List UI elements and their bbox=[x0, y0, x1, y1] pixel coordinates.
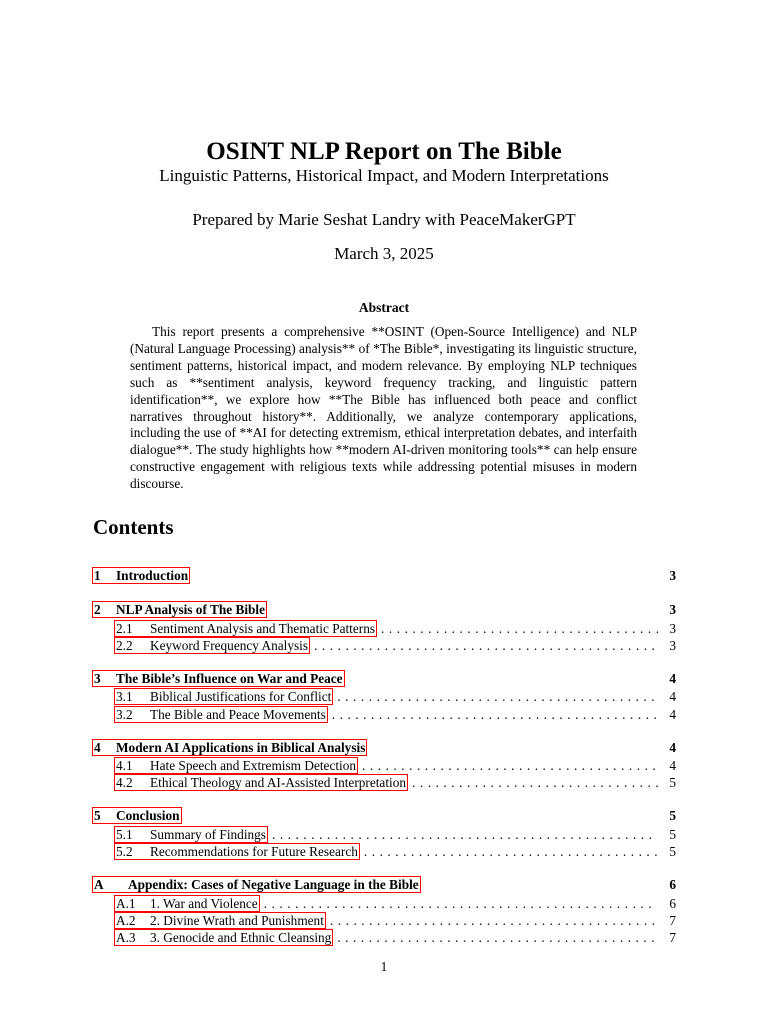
toc-subsection-title: 2. Divine Wrath and Punishment bbox=[150, 913, 324, 929]
toc-entry-section bbox=[92, 600, 676, 620]
toc-subsection-link[interactable] bbox=[114, 895, 260, 912]
toc-subsection-link[interactable] bbox=[114, 688, 333, 705]
toc-dot-leader bbox=[337, 688, 658, 705]
toc-page-number: 6 bbox=[669, 877, 676, 893]
toc-section-number: 1 bbox=[94, 568, 101, 583]
toc-page-number: 4 bbox=[669, 689, 676, 705]
toc-dot-leader bbox=[337, 929, 658, 946]
toc-subsection-link[interactable] bbox=[114, 929, 333, 946]
toc-section-number: A bbox=[94, 877, 104, 893]
toc-entry-subsection bbox=[92, 620, 676, 637]
toc-section-title: Modern AI Applications in Biblical Analysis bbox=[116, 739, 366, 755]
toc-subsection-title: Summary of Findings bbox=[150, 826, 266, 842]
toc-section-link[interactable] bbox=[92, 601, 267, 618]
toc-subsection-title: Ethical Theology and AI-Assisted Interpretation bbox=[150, 775, 407, 791]
toc-section-title: The Bible’s Influence on War and Peace bbox=[116, 670, 343, 686]
toc-entry-section bbox=[92, 566, 676, 586]
toc-section bbox=[92, 806, 676, 860]
toc-subsection-link[interactable] bbox=[114, 706, 328, 723]
toc-entry-subsection bbox=[92, 706, 676, 723]
toc-section-title: Appendix: Cases of Negative Language in the Bible bbox=[128, 877, 419, 893]
toc-subsection-number: 4.2 bbox=[116, 775, 133, 791]
toc-dot-leader bbox=[314, 637, 658, 654]
toc-page-number: 7 bbox=[669, 913, 676, 929]
toc-page-number: 4 bbox=[669, 670, 676, 686]
toc-subsection-title: Recommendations for Future Research bbox=[150, 844, 358, 860]
toc-entry-subsection bbox=[92, 826, 676, 843]
toc-subsection-number: 2.1 bbox=[116, 620, 133, 636]
toc-section-link[interactable] bbox=[92, 670, 345, 687]
toc-entry-subsection bbox=[92, 757, 676, 774]
toc-section-title: Conclusion bbox=[116, 808, 180, 824]
toc-subsection-title: Sentiment Analysis and Thematic Patterns bbox=[150, 620, 376, 636]
toc-dot-leader bbox=[362, 757, 659, 774]
toc-entry-section bbox=[92, 806, 676, 826]
toc-page-number: 3 bbox=[669, 568, 676, 583]
toc-page-number: 5 bbox=[669, 844, 676, 860]
toc-section-number: 2 bbox=[94, 602, 101, 617]
toc-section-number: 5 bbox=[94, 808, 101, 824]
toc-section-number: 3 bbox=[94, 670, 101, 686]
toc-subsection-link[interactable] bbox=[114, 637, 310, 654]
toc-subsection-number: A.1 bbox=[116, 895, 136, 911]
toc-entry-subsection bbox=[92, 912, 676, 929]
toc-subsection-link[interactable] bbox=[114, 843, 360, 860]
page-number: 1 bbox=[380, 959, 388, 974]
toc-entry-subsection bbox=[92, 637, 676, 654]
toc-subsection-title: 3. Genocide and Ethnic Cleansing bbox=[150, 930, 332, 946]
toc-section-title: NLP Analysis of The Bible bbox=[116, 602, 266, 617]
abstract-heading: Abstract bbox=[358, 300, 410, 315]
toc-section-link[interactable] bbox=[92, 739, 367, 756]
toc-subsection-title: Biblical Justifications for Conflict bbox=[150, 689, 332, 705]
toc-subsection-title: Hate Speech and Extremism Detection bbox=[150, 758, 357, 774]
toc-dot-leader bbox=[264, 895, 657, 912]
toc-entry-subsection bbox=[92, 929, 676, 946]
toc-subsection-number: A.2 bbox=[116, 913, 136, 929]
toc-subsection-number: 3.2 bbox=[116, 706, 133, 722]
toc-entry-section bbox=[92, 875, 676, 895]
toc-subsection-title: 1. War and Violence bbox=[150, 895, 258, 911]
toc-subsection-number: 4.1 bbox=[116, 758, 133, 774]
toc-page-number: 4 bbox=[669, 739, 676, 755]
toc-subsection-number: 5.2 bbox=[116, 844, 133, 860]
toc-entry-subsection bbox=[92, 688, 676, 705]
toc-subsection-link[interactable] bbox=[114, 912, 326, 929]
toc-section-link[interactable] bbox=[92, 807, 182, 824]
toc-page-number: 5 bbox=[669, 775, 676, 791]
contents-heading: Contents bbox=[93, 515, 174, 539]
toc-dot-leader bbox=[381, 620, 659, 637]
toc-entry-subsection bbox=[92, 895, 676, 912]
document-title: OSINT NLP Report on The Bible bbox=[206, 138, 562, 165]
toc-page-number: 3 bbox=[669, 620, 676, 636]
document-author: Prepared by Marie Seshat Landry with PeaceMakerGPT bbox=[192, 210, 576, 229]
toc-dot-leader bbox=[364, 843, 659, 860]
toc-page-number: 3 bbox=[669, 637, 676, 653]
toc-page-number: 4 bbox=[669, 758, 676, 774]
toc-dot-leader bbox=[412, 774, 659, 791]
toc-subsection-title: The Bible and Peace Movements bbox=[150, 706, 326, 722]
toc-section-title: Introduction bbox=[116, 568, 189, 583]
toc-page-number: 6 bbox=[669, 895, 676, 911]
toc-subsection-link[interactable] bbox=[114, 826, 268, 843]
toc-entry-section bbox=[92, 669, 676, 689]
table-of-contents bbox=[92, 566, 676, 961]
toc-subsection-number: 5.1 bbox=[116, 826, 133, 842]
toc-subsection-number: 2.2 bbox=[116, 637, 133, 653]
toc-subsection-link[interactable] bbox=[114, 620, 377, 637]
abstract-text: This report presents a comprehensive **OSINT (Open-Source Intelligence) and NLP (Natural Language Processing) analysis** of *The Bible*, investigating its linguistic structure, sentiment patterns, historical impact, and modern relevance. By employing NLP techniques such as **sentiment analysis, keyword frequency tracking, and linguistic pattern identification**, we explore how **The Bible has influenced both peace and conflict narratives throughout history**. Additionally, we analyze contemporary applications, including the use of **AI for detecting extremism, ethical interpretation debates, and interfaith dialogue**. The study highlights how **modern AI-driven monitoring tools** can help ensure constructive engagement with religious texts while addressing potential misuses in modern discourse. bbox=[130, 324, 637, 492]
toc-section bbox=[92, 566, 676, 586]
toc-subsection-title: Keyword Frequency Analysis bbox=[150, 637, 309, 653]
toc-section-link[interactable] bbox=[92, 567, 190, 584]
toc-page-number: 5 bbox=[669, 808, 676, 824]
toc-section bbox=[92, 875, 676, 947]
toc-section bbox=[92, 738, 676, 792]
toc-section-number: 4 bbox=[94, 739, 101, 755]
toc-subsection-link[interactable] bbox=[114, 757, 358, 774]
toc-page-number: 7 bbox=[669, 930, 676, 946]
toc-entry-subsection bbox=[92, 774, 676, 791]
toc-entry-subsection bbox=[92, 843, 676, 860]
toc-subsection-link[interactable] bbox=[114, 774, 408, 791]
toc-dot-leader bbox=[332, 706, 658, 723]
toc-section bbox=[92, 600, 676, 654]
toc-page-number: 3 bbox=[669, 602, 676, 617]
toc-entry-section bbox=[92, 738, 676, 758]
toc-page-number: 4 bbox=[669, 706, 676, 722]
toc-dot-leader bbox=[272, 826, 657, 843]
toc-page-number: 5 bbox=[669, 826, 676, 842]
toc-subsection-number: A.3 bbox=[116, 930, 136, 946]
document-date: March 3, 2025 bbox=[334, 244, 434, 263]
toc-dot-leader bbox=[330, 912, 658, 929]
toc-section-link[interactable] bbox=[92, 876, 421, 893]
toc-subsection-number: 3.1 bbox=[116, 689, 133, 705]
toc-section bbox=[92, 669, 676, 723]
document-subtitle: Linguistic Patterns, Historical Impact, and Modern Interpretations bbox=[159, 166, 609, 185]
